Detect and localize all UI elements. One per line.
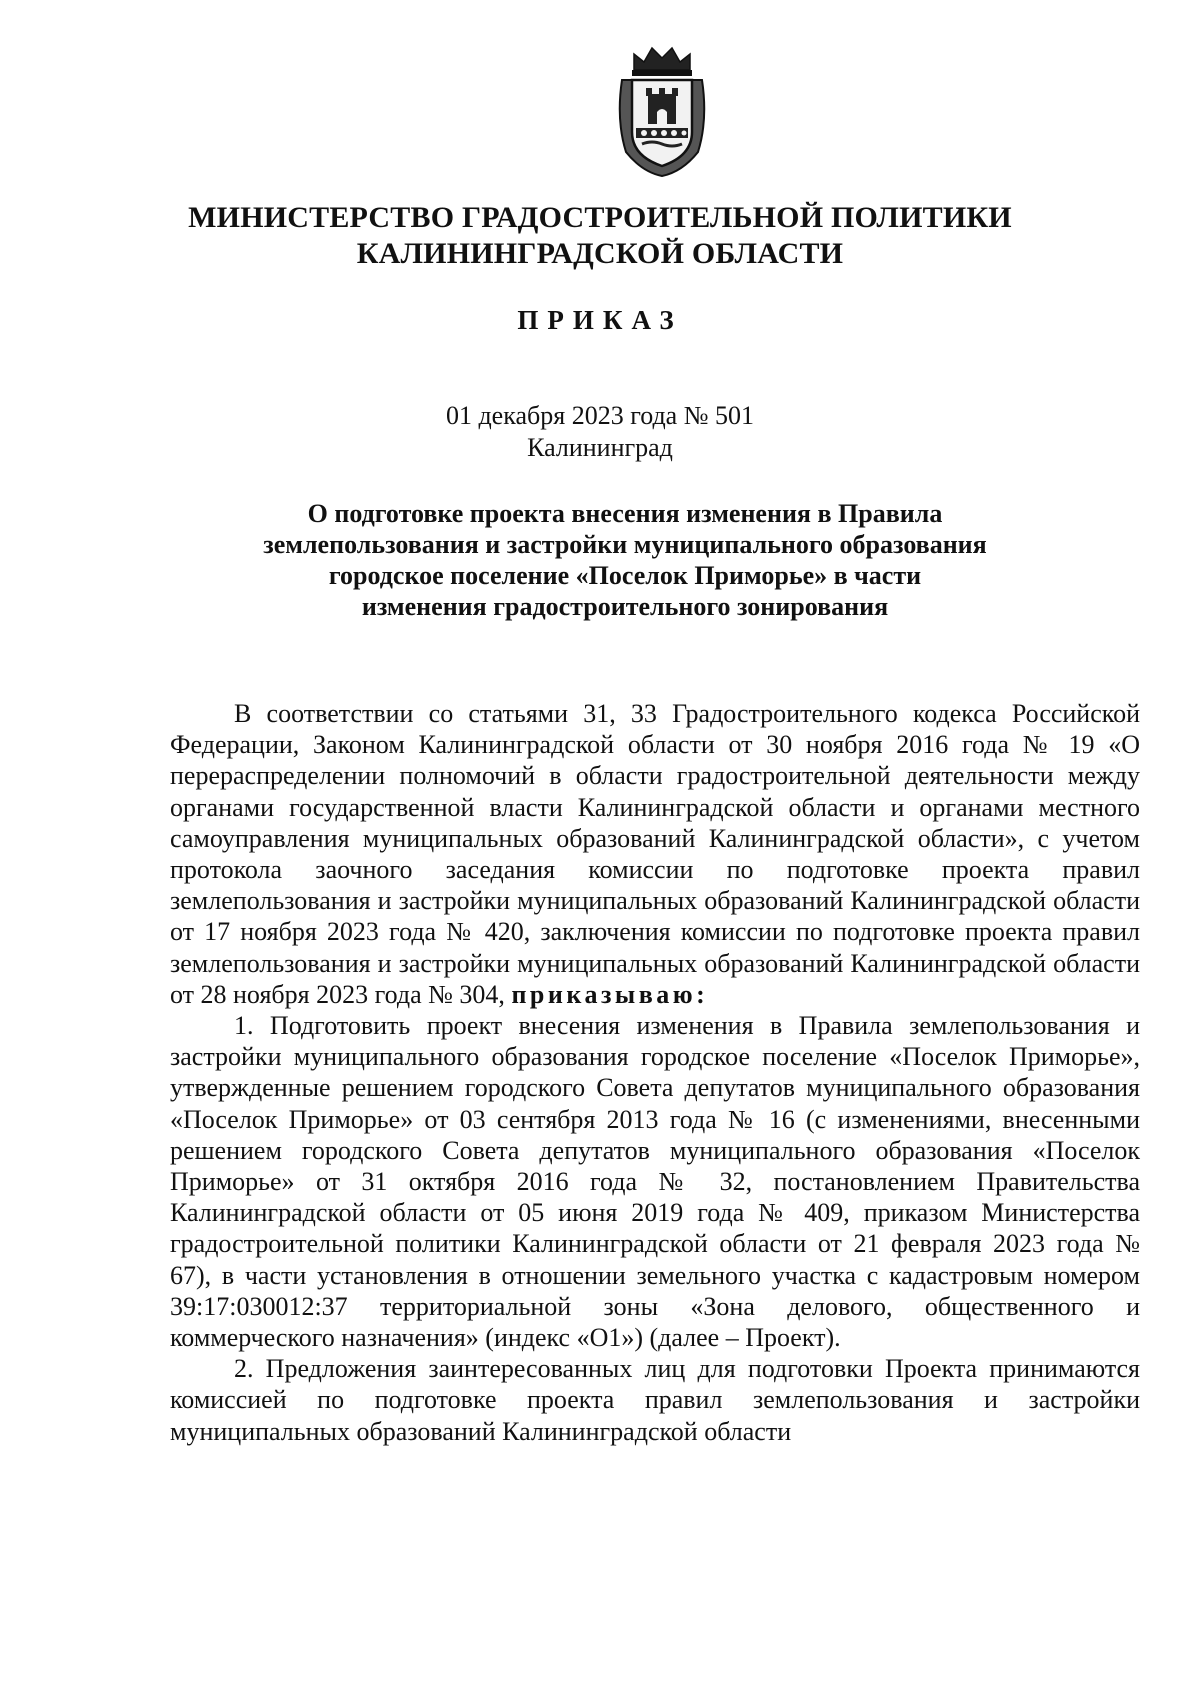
ministry-line-1: МИНИСТЕРСТВО ГРАДОСТРОИТЕЛЬНОЙ ПОЛИТИКИ (188, 201, 1012, 234)
ministry-line-2: КАЛИНИНГРАДСКОЙ ОБЛАСТИ (356, 237, 844, 270)
title-line-1: О подготовке проекта внесения изменения в Правила (307, 499, 943, 528)
title-line-4: изменения градостроительного зонирования (361, 592, 889, 621)
document-body (170, 698, 1140, 1447)
preamble-text: В соответствии со статьями 31, 33 Градостроительного кодекса Российской Федерации, Законом Калининградской области от 30 ноября 2016 года № 19 «О перераспределении полномочий в области градостроительной деятельности между органами государственной власти Калининградской области и органами местного самоуправления муниципальных образований Калининградской области», с учетом протокола заочного заседания комиссии по подготовке проекта правил землепользования и застройки муниципальных образований Калининградской области от 17 ноября 2023 года № 420, заключения комиссии по подготовке проекта правил землепользования и застройки муниципальных образований Калининградской области от 28 ноября 2023 года № 304, (170, 699, 1140, 1009)
item-2-paragraph: 2. Предложения заинтересованных лиц для подготовки Проекта принимаются комиссией по подготовке проекта правил землепользования и застройки муниципальных образований Калининградской области (170, 1354, 1140, 1446)
city: Калининград (527, 433, 673, 462)
document-title (220, 498, 1030, 622)
document-type: ПРИКАЗ (517, 305, 683, 335)
item-1-paragraph: 1. Подготовить проект внесения изменения в Правила землепользования и застройки муниципального образования городское поселение «Поселок Приморье», утвержденные решением городского Совета депутатов муниципального образования «Поселок Приморье» от 03 сентября 2013 года № 16 (с изменениями, внесенными решением городского Совета депутатов муниципального образования «Поселок Приморье» от 31 октября 2016 года № 32, постановлением Правительства Калининградской области от 05 июня 2019 года № 409, приказом Министерства градостроительной политики Калининградской области от 21 февраля 2023 года № 67), в части установления в отношении земельного участка с кадастровым номером 39:17:030012:37 территориальной зоны «Зона делового, общественного и коммерческого назначения» (индекс «О1») (далее – Проект). (170, 1011, 1140, 1353)
title-line-2: землепользования и застройки муниципального образования (263, 530, 987, 559)
order-word: приказываю: (511, 979, 709, 1009)
coat-of-arms-icon (612, 40, 712, 180)
ministry-name (160, 200, 1040, 272)
preamble-paragraph (170, 698, 1140, 1010)
date-and-number: 01 декабря 2023 года № 501 (445, 401, 755, 430)
title-line-3: городское поселение «Поселок Приморье» в части (328, 561, 922, 590)
